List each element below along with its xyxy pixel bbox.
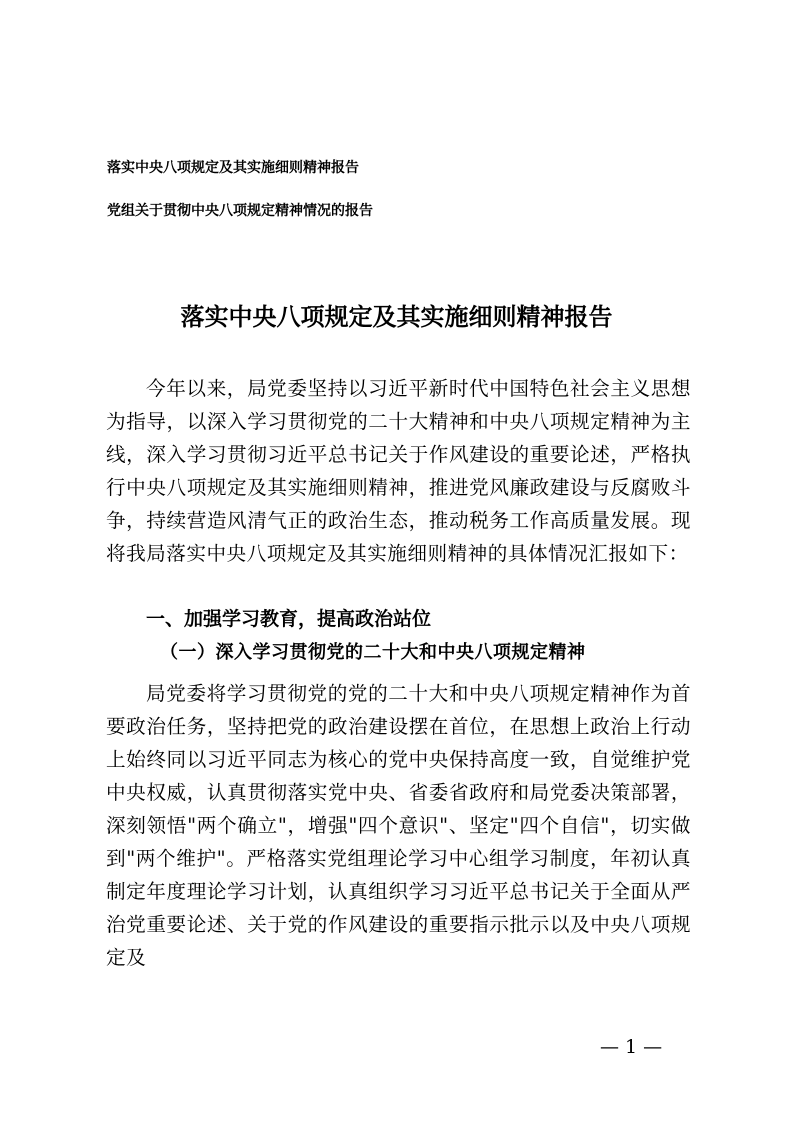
subsection-paragraph-1: 局党委将学习贯彻党的党的二十大和中央八项规定精神作为首要政治任务，坚持把党的政治建设摆在首位，在思想上政治上行动上始终同以习近平同志为核心的党中央保持高度一致，自觉维护党中央权威，认真贯彻落实党中央、省委省政府和局党委决策部署，深刻领悟"两个确立"，增强"四个意识"、坚定"四个自信"，切实做到"两个维护"。严格落实党组理论学习中心组学习制度，年初认真制定年度理论学习计划，认真组织学习习近平总书记关于全面从严治党重要论述、关于党的作风建设的重要指示批示以及中央八项规定及	[106, 682, 691, 969]
section-heading-1: 一、加强学习教育，提高政治站位	[146, 608, 432, 630]
intro-paragraph: 今年以来，局党委坚持以习近平新时代中国特色社会主义思想为指导，以深入学习贯彻党的二十大精神和中央八项规定精神为主线，深入学习贯彻习近平总书记关于作风建设的重要论述，严格执行中央八项规定及其实施细则精神，推进党风廉政建设与反腐败斗争，持续营造风清气正的政治生态，推动税务工作高质量发展。现将我局落实中央八项规定及其实施细则精神的具体情况汇报如下：	[106, 377, 691, 565]
page-number: — 1 —	[600, 1036, 663, 1058]
related-report-link-2[interactable]: 党组关于贯彻中央八项规定精神情况的报告	[107, 203, 373, 219]
related-report-link-1[interactable]: 落实中央八项规定及其实施细则精神报告	[107, 160, 359, 176]
subsection-heading-1: （一）深入学习贯彻党的二十大和中央八项规定精神	[160, 642, 586, 663]
document-title: 落实中央八项规定及其实施细则精神报告	[180, 303, 613, 331]
